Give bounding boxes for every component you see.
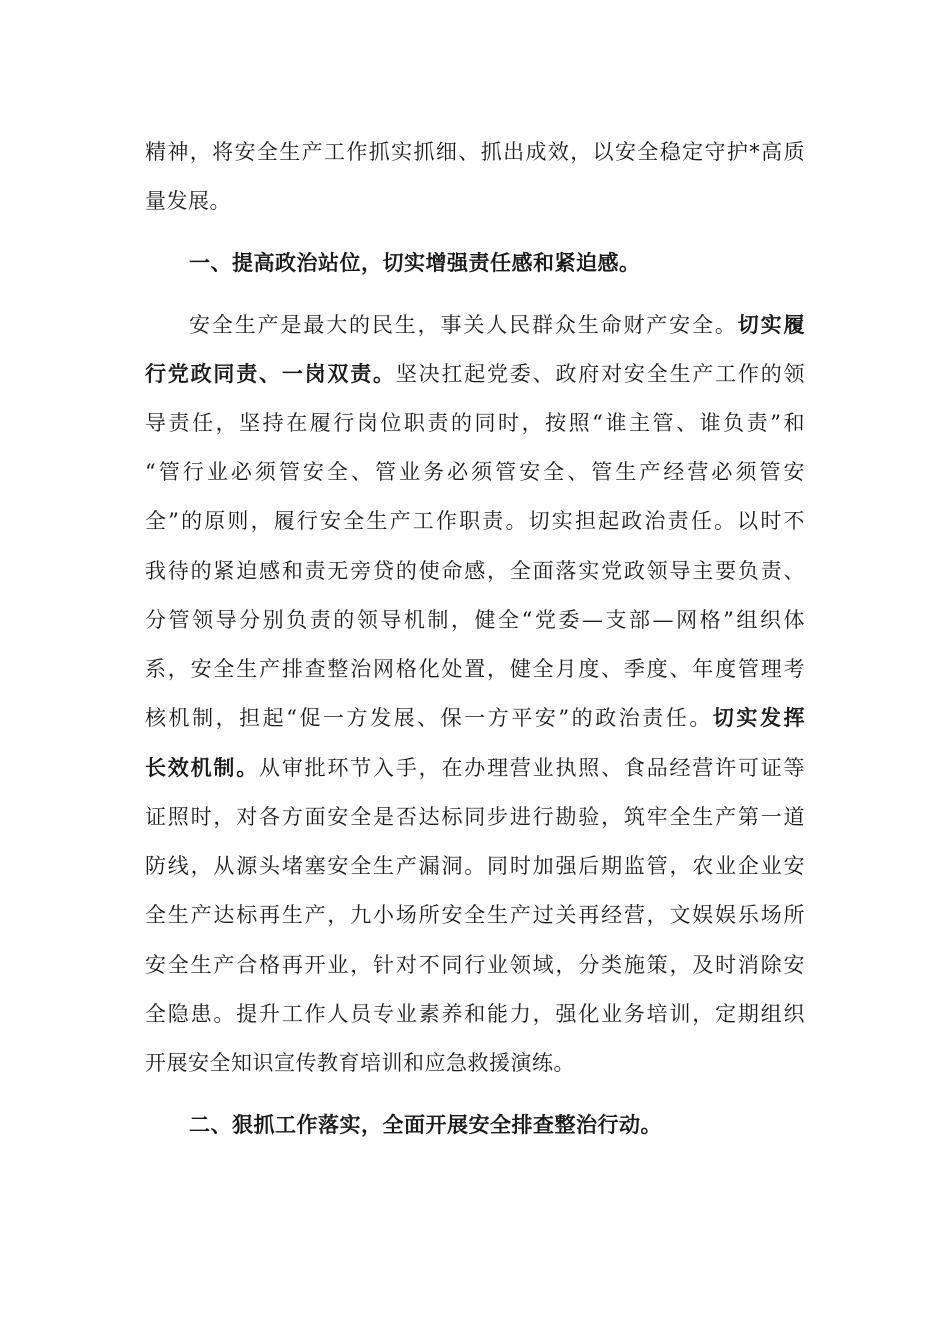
body-text: 安全生产是最大的民生，事关人民群众生命财产安全。 bbox=[189, 313, 738, 337]
paragraph-line: 全隐患。提升工作人员专业素养和能力，强化业务培训，定期组织 bbox=[145, 1002, 805, 1026]
paragraph-line: 开展安全知识宣传教育培训和应急救援演练。 bbox=[145, 1051, 575, 1075]
bold-lead-text: 行党政同责、一岗双责。 bbox=[145, 361, 396, 386]
paragraph-line: 全生产达标再生产，九小场所安全生产过关再经营，文娱娱乐场所 bbox=[145, 903, 805, 927]
bold-lead-text: 长效机制。 bbox=[145, 755, 260, 780]
paragraph-line: 导责任，坚持在履行岗位职责的同时，按照“谁主管、谁负责”和 bbox=[145, 411, 805, 435]
paragraph-line: 防线，从源头堵塞安全生产漏洞。同时加强后期监管，农业企业安 bbox=[145, 854, 805, 878]
bold-lead-text: 切实发挥 bbox=[712, 705, 805, 730]
paragraph-line bbox=[145, 310, 805, 340]
paragraph-line: 证照时，对各方面安全是否达标同步进行勘验，筑牢全生产第一道 bbox=[145, 805, 805, 829]
paragraph-line: 我待的紧迫感和责无旁贷的使命感，全面落实党政领导主要负责、 bbox=[145, 559, 805, 583]
heading-1: 一、提高政治站位，切实增强责任感和紧迫感。 bbox=[189, 250, 641, 275]
paragraph-line bbox=[145, 753, 805, 783]
paragraph-line: “管行业必须管安全、管业务必须管安全、管生产经营必须管安 bbox=[145, 460, 805, 484]
intro-line-1: 精神，将安全生产工作抓实抓细、抓出成效，以安全稳定守护*高质 bbox=[145, 140, 805, 164]
intro-line-2: 量发展。 bbox=[145, 189, 231, 213]
paragraph-line: 全”的原则，履行安全生产工作职责。切实担起政治责任。以时不 bbox=[145, 509, 805, 533]
body-text: 核机制，担起“促一方发展、保一方平安”的政治责任。 bbox=[145, 706, 713, 730]
paragraph-line: 分管领导分别负责的领导机制，健全“党委—支部—网格”组织体 bbox=[145, 608, 805, 632]
body-text: 坚决扛起党委、政府对安全生产工作的领 bbox=[395, 362, 806, 386]
paragraph-line: 系，安全生产排查整治网格化处置，健全月度、季度、年度管理考 bbox=[145, 657, 805, 681]
bold-lead-text: 切实履 bbox=[737, 312, 806, 337]
heading-2: 二、狠抓工作落实，全面开展安全排查整治行动。 bbox=[189, 1112, 662, 1137]
body-text: 从审批环节入手，在办理营业执照、食品经营许可证等 bbox=[259, 756, 806, 780]
paragraph-line bbox=[145, 359, 805, 389]
paragraph-line: 安全生产合格再开业，针对不同行业领域，分类施策，及时消除安 bbox=[145, 953, 805, 977]
paragraph-line bbox=[145, 703, 805, 733]
